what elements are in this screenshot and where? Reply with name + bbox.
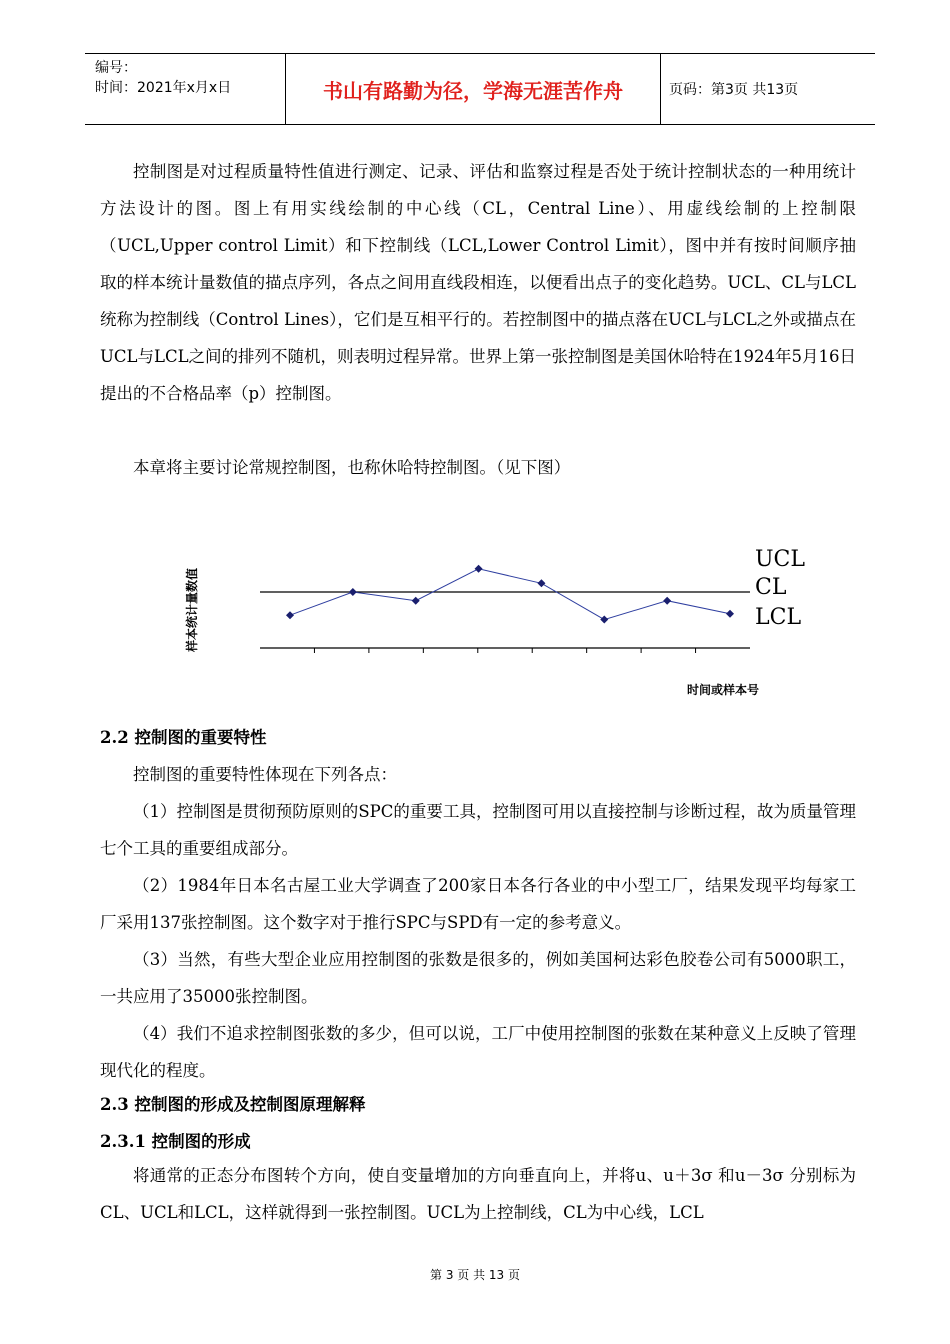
control-label: CL [755, 575, 787, 600]
control-label: UCL [755, 547, 805, 572]
x-axis-title: 时间或样本号 [687, 683, 760, 697]
header-page-label: 页码：第3页 共13页 [669, 82, 799, 98]
data-point [349, 588, 357, 596]
item-1-paragraph: （1）控制图是贯彻预防原则的SPC的重要工具，控制图可用以直接控制与诊断过程，故为质量管理七个工具的重要组成部分。 [100, 802, 856, 858]
section-2-3-heading: 2.3 控制图的形成及控制图原理解释 [100, 1095, 366, 1114]
page-footer: 第 3 页 共 13 页 [430, 1268, 520, 1282]
data-point [600, 616, 608, 624]
section-2-2-heading: 2.2 控制图的重要特性 [100, 728, 267, 747]
s231-paragraph: 将通常的正态分布图转个方向，使自变量增加的方向垂直向上，并将u、u＋3σ 和u－3σ 分别标为CL、UCL和LCL，这样就得到一张控制图。UCL为上控制线，CL为中心线，LCL [100, 1166, 856, 1222]
header-meta [95, 58, 231, 98]
data-point [286, 611, 294, 619]
control-chart [175, 535, 815, 705]
item-3-paragraph: （3）当然，有些大型企业应用控制图的张数是很多的，例如美国柯达彩色胶卷公司有5000职工，一共应用了35000张控制图。 [100, 950, 856, 1006]
item-2-paragraph: （2）1984年日本名古屋工业大学调查了200家日本各行各业的中小型工厂，结果发现平均每家工厂采用137张控制图。这个数字对于推行SPC与SPD有一定的参考意义。 [100, 876, 856, 932]
data-point [537, 579, 545, 587]
page-header [85, 53, 875, 125]
data-point [412, 597, 420, 605]
series-line [290, 569, 730, 620]
chapter-paragraph: 本章将主要讨论常规控制图，也称休哈特控制图。（见下图） [133, 458, 571, 477]
y-axis-title: 样本统计量数值 [185, 567, 199, 653]
data-point [663, 597, 671, 605]
control-label: LCL [755, 605, 802, 630]
data-point [726, 610, 734, 618]
data-point [475, 565, 483, 573]
item-4-paragraph: （4）我们不追求控制图张数的多少，但可以说，工厂中使用控制图的张数在某种意义上反映了管理现代化的程度。 [100, 1024, 856, 1080]
header-motto: 书山有路勤为径，学海无涯苦作舟 [285, 54, 661, 124]
s22-intro-paragraph: 控制图的重要特性体现在下列各点： [133, 765, 397, 784]
number-label: 编号： [95, 60, 137, 76]
section-2-3-1-heading: 2.3.1 控制图的形成 [100, 1132, 251, 1151]
intro-paragraph: 控制图是对过程质量特性值进行测定、记录、评估和监察过程是否处于统计控制状态的一种用统计方法设计的图。图上有用实线绘制的中心线（CL，Central Line）、用虚线绘制的上控制限（UCL,Upper control Limit）和下控制线（LCL,Lower Control Limit），图中并有按时间顺序抽取的样本统计量数值的描点序列，各点之间用直线段相连，以便看出点子的变化趋势。UCL、CL与LCL统称为控制线（Control Lines），它们是互相平行的。若控制图中的描点落在UCL与LCL之外或描点在UCL与LCL之间的排列不随机，则表明过程异常。世界上第一张控制图是美国休哈特在1924年5月16日提出的不合格品率（p）控制图。 [100, 162, 857, 403]
time-label: 时间：2021年x月x日 [95, 80, 232, 96]
